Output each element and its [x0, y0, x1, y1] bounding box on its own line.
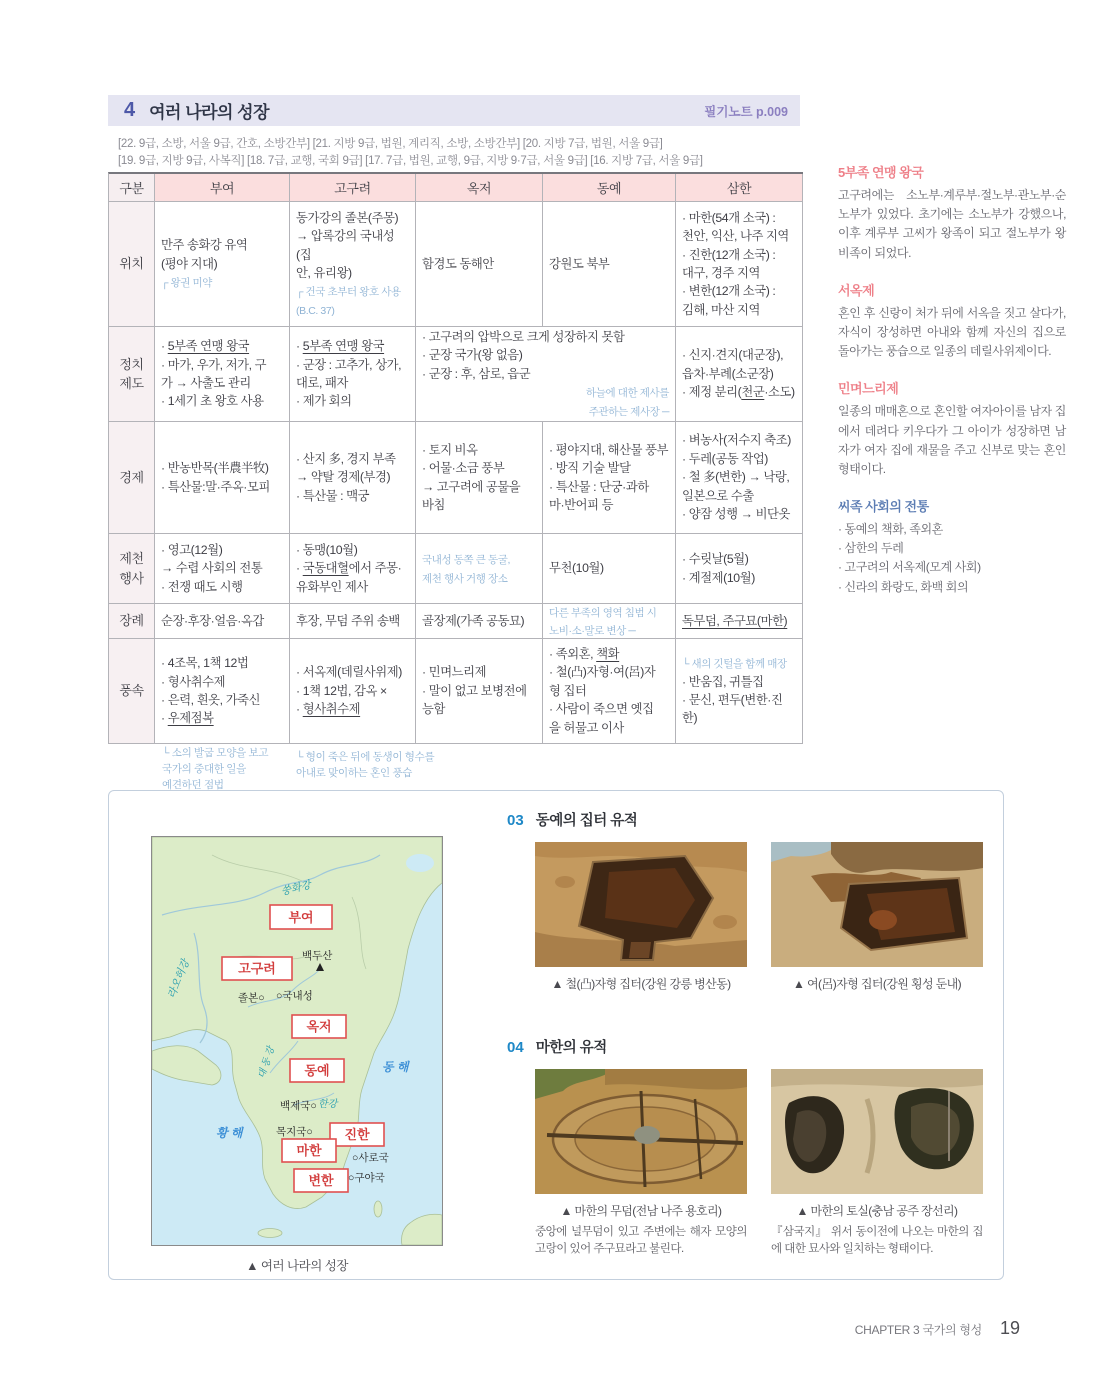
cell-festival-buyeo: · 영고(12월) → 수렵 사회의 전통 · 전쟁 때도 시행 [155, 534, 290, 604]
island-tsushima [374, 1201, 382, 1217]
cell-festival-okjeo: 국내성 동쪽 큰 동굴, 제천 행사 거행 장소 [416, 534, 543, 604]
photo-mahan-tosil [771, 1069, 983, 1194]
cell-festival-samhan: · 수릿날(5월) · 계절제(10월) [676, 534, 803, 604]
svg-text:동예: 동예 [304, 1063, 330, 1078]
cell-location-dongye: 강원도 북부 [543, 202, 676, 327]
table-header-dongye: 동예 [543, 174, 676, 202]
label-yellow-sea: 황 해 [216, 1126, 243, 1140]
photo-card [535, 842, 747, 992]
table-header-buyeo: 부여 [155, 174, 290, 202]
svg-text:마한: 마한 [296, 1143, 322, 1158]
section-03-title: 동예의 집터 유적 [535, 813, 638, 829]
photo-caption: ▲ 여(呂)자형 집터(강원 횡성 둔내) [792, 977, 962, 991]
label-guknaeseong: ○국내성 [276, 990, 313, 1002]
exam-tags-line2: [19. 9급, 지방 9급, 사복직] [18. 7급, 교행, 국회 9급] [17. 7급, 법원, 교행, 9급, 지방 9·7급, 서울 9급] [16. 지방 7급, 서울 9급] [118, 154, 703, 167]
cell-customs-samhan: └ 새의 깃털을 함께 매장 · 반움집, 귀틀집 · 문신, 편두(변한·진한) [676, 639, 803, 744]
state-label-byeonhan [294, 1169, 348, 1192]
photo-caption: ▲ 마한의 무덤(전남 나주 용호리) [560, 1204, 722, 1218]
svg-text:진한: 진한 [344, 1127, 370, 1142]
cell-location-samhan: · 마한(54개 소국) : 천안, 익산, 나주 지역 · 진한(12개 소국) : 대구, 경주 지역 · 변한(12개 소국) : 김해, 마산 지역 [676, 202, 803, 327]
page-title: 여러 나라의 성장 [149, 103, 270, 122]
cell-economy-samhan: · 벼농사(저수지 축조) · 두레(공동 작업) · 철 多(변한) → 낙랑, 일본으로 수출 · 양잠 성행 → 비단옷 [676, 422, 803, 534]
photo-card [771, 842, 983, 992]
label-daedong-river: 대 동 강 [256, 1045, 277, 1080]
note-heading: 5부족 연맹 왕국 [838, 165, 924, 180]
cell-economy-buyeo: · 반농반목(半農半牧) · 특산물:말·주옥·모피 [155, 422, 290, 534]
section-title-bar [108, 95, 800, 126]
svg-text:고구려: 고구려 [238, 961, 276, 976]
photo-description: 『삼국지』 위서 동이전에 나오는 마한의 집에 대한 묘사와 일치하는 형태이다. [771, 1226, 983, 1256]
section-number: 4 [124, 99, 136, 121]
exam-tags-line1: [22. 9급, 소방, 서울 9급, 간호, 소방간부] [21. 지방 9급, 법원, 계리직, 소방, 소방간부] [20. 지방 7급, 법원, 서울 9급] [118, 138, 663, 150]
section-04-title: 마한의 유적 [535, 1040, 607, 1056]
note-minmyeoneuri [838, 378, 1066, 479]
note-reference: 필기노트 p.009 [704, 104, 788, 119]
map-various-states [151, 836, 443, 1246]
cell-funeral-okjeo: 골장제(가족 공동묘) [416, 604, 543, 639]
cell-economy-goguryeo: · 산지 多, 경지 부족 → 약탈 경제(부경) · 특산물 : 맥궁 [290, 422, 416, 534]
label-han-river: 한강 [318, 1099, 338, 1110]
note-body: 혼인 후 신랑이 처가 뒤에 서옥을 짓고 살다가, 자식이 장성하면 아내와 함께 자신의 집으로 돌아가는 풍습으로 일종의 데릴사위제이다. [838, 305, 1066, 359]
map-block [151, 836, 443, 1274]
cell-politics-okjeo-dongye: · 고구려의 압박으로 크게 성장하지 못함 · 군장 국가(왕 없음) · 군장 : 후, 삼로, 읍군 하늘에 대한 제사를 주관하는 제사장 ─ [416, 327, 676, 422]
cell-customs-goguryeo: · 서옥제(데릴사위제) · 1책 12법, 감옥 × · 형사취수제 [290, 639, 416, 744]
row-label-location: 위치 [109, 202, 155, 327]
photo-card [771, 1069, 983, 1259]
cell-location-buyeo: 만주 송화강 유역 (평야 지대) ┌ 왕권 미약 [155, 202, 290, 327]
footnote-hyeongsachwisu: └ 형이 죽은 뒤에 동생이 형수를 아내로 맞이하는 혼인 풍습 [296, 751, 435, 779]
state-label-dongye [290, 1059, 344, 1082]
cell-politics-goguryeo: · 5부족 연맹 왕국 · 군장 : 고추가, 상가, 대로, 패자 · 제가 회의 [290, 327, 416, 422]
note-ssijok [838, 496, 1066, 597]
note-heading: 서옥제 [838, 282, 875, 298]
note-body: 일종의 매매혼으로 혼인할 여자아이를 남자 집에서 데려다 키우다가 그 아이가 성장하면 남자가 여자 집에 재물을 주고 신부로 맞는 혼인 형태이다. [838, 404, 1066, 476]
svg-text:변한: 변한 [308, 1173, 334, 1188]
section-03-number: 03 [507, 812, 524, 829]
photo-caption: ▲ 철(凸)자형 집터(강원 강릉 병산동) [551, 977, 731, 991]
exam-tags [118, 136, 808, 169]
table-header-samhan: 삼한 [676, 174, 803, 202]
label-guyaguk: ○구야국 [348, 1172, 385, 1184]
cell-customs-buyeo: · 4조목, 1책 12법 · 형사취수제 · 은력, 흰옷, 가죽신 · 우제점복 [155, 639, 290, 744]
cell-politics-buyeo: · 5부족 연맹 왕국 · 마가, 우가, 저가, 구 가 → 사출도 관리 · 1세기 초 왕호 사용 [155, 327, 290, 422]
cell-funeral-goguryeo: 후장, 무덤 주위 송백 [290, 604, 416, 639]
svg-text:부여: 부여 [288, 910, 314, 925]
island-jeju [258, 1229, 282, 1238]
footnote-ujeomjeombok: └ 소의 발굽 모양을 보고 국가의 중대한 일을 예견하던 점법 [162, 747, 269, 791]
cell-customs-dongye: · 족외혼, 책화 · 철(凸)자형·여(呂)자 형 집터 · 사람이 죽으면 옛집 을 허물고 이사 [543, 639, 676, 744]
row-label-funeral: 장례 [109, 604, 155, 639]
cell-customs-okjeo: · 민며느리제 · 말이 없고 보병전에 능함 [416, 639, 543, 744]
note-list: · 동예의 책화, 족외혼 · 삼한의 두레 · 고구려의 서옥제(모계 사회) · 신라의 화랑도, 화백 회의 [838, 522, 981, 594]
chapter-label: CHAPTER 3 국가의 형성 [854, 1323, 982, 1337]
svg-text:옥저: 옥저 [306, 1019, 332, 1034]
state-label-buyeo [270, 905, 332, 929]
table-header-gubun: 구분 [109, 174, 155, 202]
page-footer [855, 1318, 1020, 1339]
cell-funeral-samhan: 독무덤, 주구묘(마한) [676, 604, 803, 639]
label-baekdusan: 백두산 [302, 950, 333, 962]
section-04 [507, 1036, 989, 1259]
cell-funeral-buyeo: 순장·후장·얼음·옥갑 [155, 604, 290, 639]
section-04-number: 04 [507, 1039, 524, 1056]
page-number: 19 [999, 1318, 1020, 1338]
label-liaohe-river: 라오허강 [165, 958, 192, 1001]
photo-card [535, 1069, 747, 1259]
photo-yeo-site [771, 842, 983, 967]
cell-economy-dongye: · 평야지대, 해산물 풍부 · 방직 기술 발달 · 특산물 : 단궁·과하 마·반어피 등 [543, 422, 676, 534]
label-jolbon: 졸본○ [238, 992, 265, 1004]
cell-politics-samhan: · 신지·견지(대군장), 읍차·부례(소군장) · 제정 분리(천군·소도) [676, 327, 803, 422]
figures-panel [108, 790, 1004, 1280]
label-baekjeguk: 백제국○ [280, 1100, 317, 1112]
row-label-economy: 경제 [109, 422, 155, 534]
cell-festival-dongye: 무천(10월) [543, 534, 676, 604]
row-label-festival: 제천 행사 [109, 534, 155, 604]
row-label-politics: 정치 제도 [109, 327, 155, 422]
note-heading: 민며느리제 [838, 381, 899, 397]
cell-location-goguryeo: 동가강의 졸본(주몽) → 압록강의 국내성(집 안, 유리왕) ┌ 건국 초부터 왕호 사용 (B.C. 37) [290, 202, 416, 327]
label-mokjiguk: 목지국○ [276, 1126, 313, 1138]
label-east-sea: 동 해 [382, 1060, 409, 1074]
state-label-goguryeo [222, 957, 292, 980]
note-heading: 씨족 사회의 전통 [838, 499, 929, 515]
cell-location-okjeo: 함경도 동해안 [416, 202, 543, 327]
table-header-okjeo: 옥저 [416, 174, 543, 202]
map-caption: ▲ 여러 나라의 성장 [246, 1259, 348, 1273]
photo-cheol-site [535, 842, 747, 967]
lake [406, 854, 434, 872]
row-label-customs: 풍속 [109, 639, 155, 744]
state-label-mahan [282, 1139, 336, 1162]
state-label-okjeo [292, 1015, 346, 1038]
comparison-table [108, 172, 803, 744]
cell-funeral-dongye: 다른 부족의 영역 침범 시 노비·소·말로 변상 ─ [543, 604, 676, 639]
note-seookje [838, 280, 1066, 362]
photo-description: 중앙에 널무덤이 있고 주변에는 해자 모양의 고랑이 있어 주구묘라고 불린다. [535, 1226, 747, 1256]
label-saroguk: ○사로국 [352, 1152, 389, 1164]
table-header-goguryeo: 고구려 [290, 174, 416, 202]
label-songhua-river: 쑹화강 [279, 878, 313, 898]
photo-caption: ▲ 마한의 토실(충남 공주 장선리) [796, 1204, 958, 1218]
margin-notes [838, 162, 1066, 614]
photo-mahan-tomb [535, 1069, 747, 1194]
section-03 [507, 809, 989, 992]
cell-festival-goguryeo: · 동맹(10월) · 국동대혈에서 주몽· 유화부인 제사 [290, 534, 416, 604]
note-5bujok [838, 162, 1066, 263]
note-body: 고구려에는 소노부·계루부·절노부·관노부·순노부가 있었다. 초기에는 소노부가 강했으나, 이후 계루부 고씨가 왕족이 되고 절노부가 왕비족이 되었다. [838, 188, 1066, 260]
cell-economy-okjeo: · 토지 비옥 · 어물·소금 풍부 → 고구려에 공물을 바침 [416, 422, 543, 534]
state-label-jinhan [330, 1123, 384, 1146]
